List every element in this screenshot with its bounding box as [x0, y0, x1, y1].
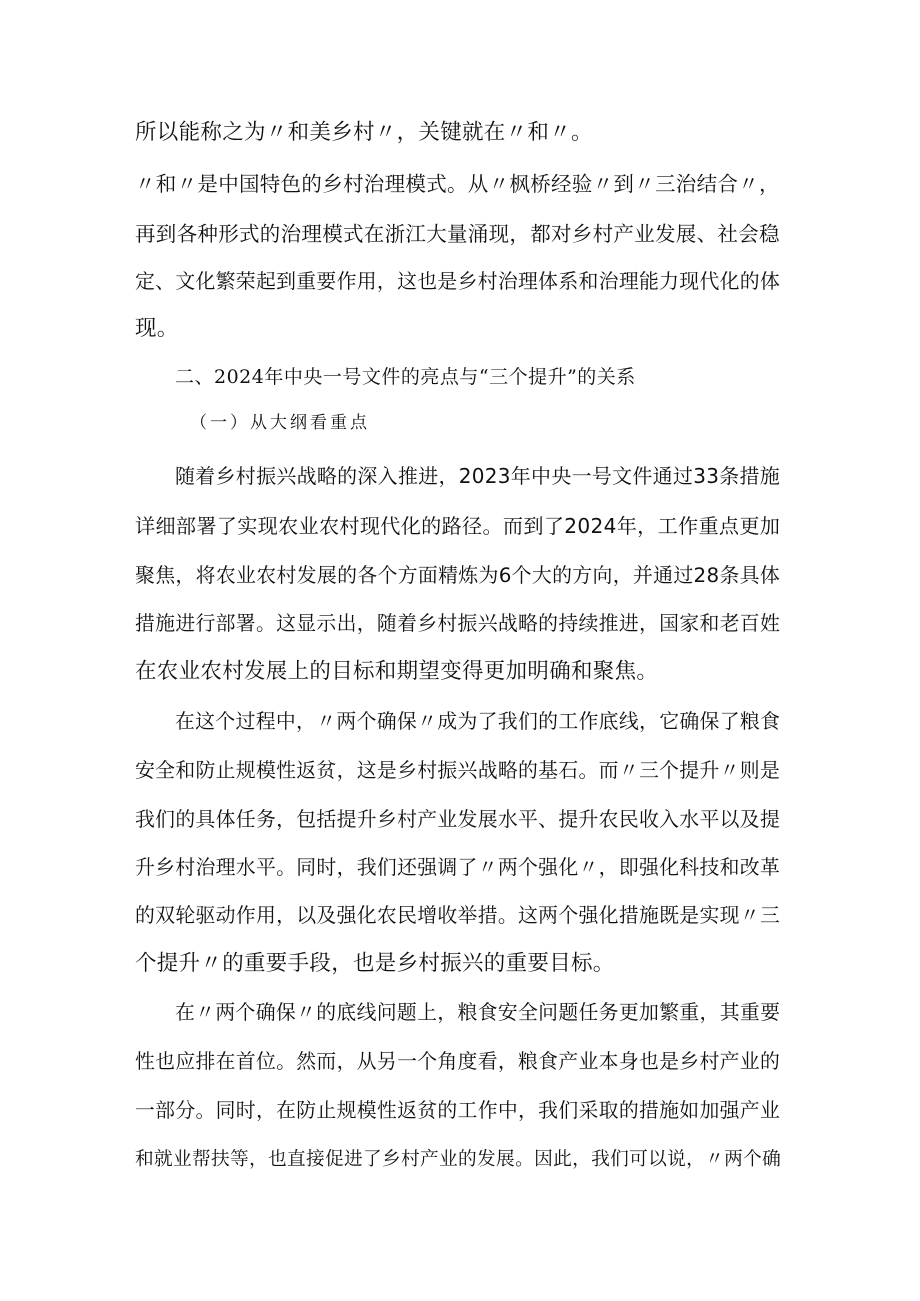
subsection-heading: （一）从大纲看重点 — [190, 413, 370, 433]
paragraph-2-line-4: 现。 — [135, 316, 179, 341]
paragraph-6-line-6: 个提升〃的重要手段，也是乡村振兴的重要目标。 — [135, 951, 615, 976]
paragraph-1-line-1: 所以能称之为〃和美乡村〃，关键就在〃和〃。 — [135, 120, 593, 145]
paragraph-2-line-3: 定、文化繁荣起到重要作用，这也是乡村治理体系和治理能力现代化的体 — [135, 270, 781, 293]
paragraph-5-line-1: 随着乡村振兴战略的深入推进，2023年中央一号文件通过33条措施 — [175, 464, 781, 488]
paragraph-2-line-2: 再到各种形式的治理模式在浙江大量涌现，都对乡村产业发展、社会稳 — [135, 222, 780, 246]
paragraph-6-line-5: 的双轮驱动作用，以及强化农民增收举措。这两个强化措施既是实现〃三 — [135, 904, 781, 927]
paragraph-7-line-1: 在〃两个确保〃的底线问题上，粮食安全问题任务更加繁重，其重要 — [175, 1001, 781, 1024]
section-heading: 二、2024年中央一号文件的亮点与“三个提升”的关系 — [175, 366, 636, 388]
paragraph-5-line-4: 措施进行部署。这显示出，随着乡村振兴战略的持续推进，国家和老百姓 — [135, 612, 781, 635]
paragraph-6-line-3: 我们的具体任务，包括提升乡村产业发展水平、提升农民收入水平以及提 — [135, 808, 781, 831]
paragraph-7-line-3: 一部分。同时，在防止规模性返贫的工作中，我们采取的措施如加强产业 — [135, 1099, 781, 1122]
paragraph-6-line-4: 升乡村治理水平。同时，我们还强调了〃两个强化〃，即强化科技和改革 — [135, 856, 781, 879]
paragraph-5-line-5: 在农业农村发展上的目标和期望变得更加明确和聚焦。 — [135, 659, 659, 684]
paragraph-7-line-4: 和就业帮扶等，也直接促进了乡村产业的发展。因此，我们可以说，〃两个确 — [135, 1149, 782, 1170]
paragraph-6-line-1: 在这个过程中，〃两个确保〃成为了我们的工作底线，它确保了粮食 — [175, 710, 781, 733]
paragraph-5-line-2: 详细部署了实现农业农村现代化的路径。而到了2024年，工作重点更加 — [135, 514, 781, 538]
paragraph-5-line-3: 聚焦，将农业农村发展的各个方面精炼为6个大的方向，并通过28条具体 — [135, 564, 781, 587]
paragraph-7-line-2: 性也应排在首位。然而，从另一个角度看，粮食产业本身也是乡村产业的 — [135, 1050, 781, 1073]
paragraph-6-line-2: 安全和防止规模性返贫，这是乡村振兴战略的基石。而〃三个提升〃则是 — [135, 759, 781, 782]
paragraph-2-line-1: 〃和〃是中国特色的乡村治理模式。从〃枫桥经验〃到〃三治结合〃， — [135, 172, 780, 196]
